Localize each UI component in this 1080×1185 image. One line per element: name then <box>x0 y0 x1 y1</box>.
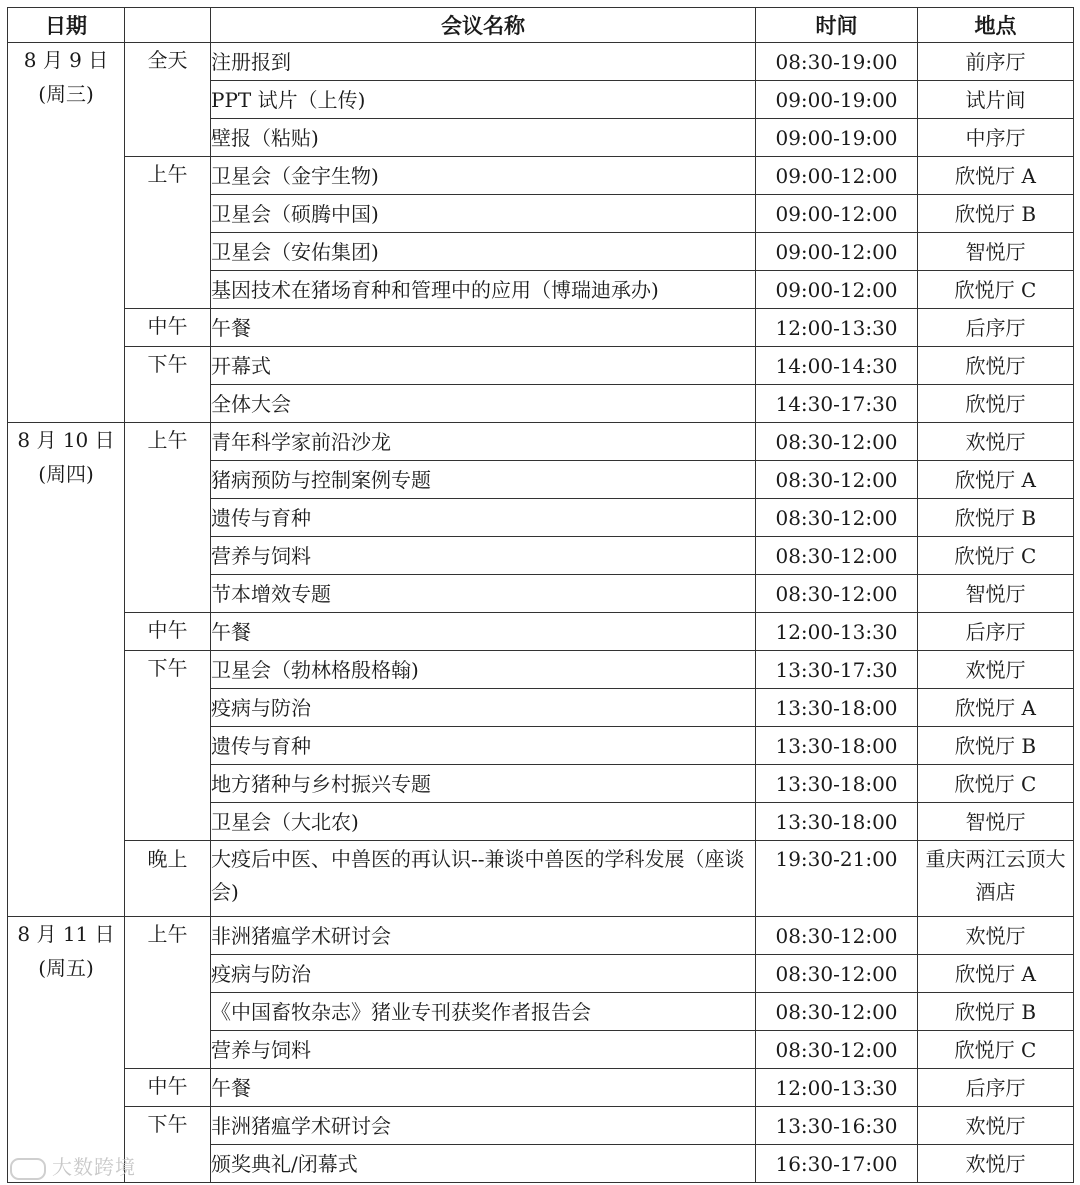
weekday-label: (周三) <box>38 82 94 106</box>
session-venue-cell: 重庆两江云顶大酒店 <box>918 841 1074 917</box>
session-name-cell: 大疫后中医、中兽医的再认识--兼谈中兽医的学科发展（座谈会) <box>211 841 756 917</box>
session-time-cell: 09:00-12:00 <box>756 195 918 233</box>
session-time-cell: 09:00-12:00 <box>756 157 918 195</box>
session-venue-cell: 欢悦厅 <box>918 423 1074 461</box>
session-name-cell: 卫星会（勃林格殷格翰) <box>211 651 756 689</box>
session-name-cell: 《中国畜牧杂志》猪业专刊获奖作者报告会 <box>211 993 756 1031</box>
session-venue-cell: 欣悦厅 A <box>918 955 1074 993</box>
session-time-cell: 08:30-12:00 <box>756 499 918 537</box>
table-row <box>8 917 1074 955</box>
session-name-cell: 颁奖典礼/闭幕式 <box>211 1145 756 1183</box>
session-venue-cell: 智悦厅 <box>918 803 1074 841</box>
session-venue-cell: 欣悦厅 B <box>918 727 1074 765</box>
watermark <box>10 1151 136 1180</box>
session-time-cell: 08:30-12:00 <box>756 423 918 461</box>
session-time-cell: 12:00-13:30 <box>756 613 918 651</box>
session-time-cell: 08:30-19:00 <box>756 43 918 81</box>
session-name-cell: 营养与饲料 <box>211 537 756 575</box>
session-time-cell: 12:00-13:30 <box>756 309 918 347</box>
period-cell: 下午 <box>125 347 211 423</box>
session-name-cell: 午餐 <box>211 1069 756 1107</box>
session-venue-cell: 欣悦厅 C <box>918 765 1074 803</box>
session-name-cell: 卫星会（安佑集团) <box>211 233 756 271</box>
session-name-cell: 开幕式 <box>211 347 756 385</box>
session-time-cell: 13:30-18:00 <box>756 689 918 727</box>
table-row <box>8 43 1074 81</box>
session-time-cell: 08:30-12:00 <box>756 461 918 499</box>
session-venue-cell: 后序厅 <box>918 613 1074 651</box>
session-time-cell: 09:00-19:00 <box>756 119 918 157</box>
session-venue-cell: 后序厅 <box>918 1069 1074 1107</box>
watermark-logo-icon <box>10 1158 46 1180</box>
session-venue-cell: 欣悦厅 A <box>918 157 1074 195</box>
header-name: 会议名称 <box>211 8 756 43</box>
session-time-cell: 13:30-18:00 <box>756 765 918 803</box>
date-label: 8 月 11 日 <box>17 922 115 946</box>
session-venue-cell: 欢悦厅 <box>918 1107 1074 1145</box>
session-name-cell: 非洲猪瘟学术研讨会 <box>211 1107 756 1145</box>
session-name-cell: 遗传与育种 <box>211 499 756 537</box>
table-row <box>8 309 1074 347</box>
period-cell: 上午 <box>125 157 211 309</box>
period-cell: 晚上 <box>125 841 211 917</box>
header-period <box>125 8 211 43</box>
date-cell <box>8 43 125 423</box>
date-cell <box>8 423 125 917</box>
session-venue-cell: 前序厅 <box>918 43 1074 81</box>
session-name-cell: 猪病预防与控制案例专题 <box>211 461 756 499</box>
table-row <box>8 157 1074 195</box>
session-time-cell: 19:30-21:00 <box>756 841 918 917</box>
watermark-text: 大数跨境 <box>52 1155 136 1179</box>
header-date: 日期 <box>8 8 125 43</box>
session-name-cell: 营养与饲料 <box>211 1031 756 1069</box>
session-time-cell: 13:30-18:00 <box>756 727 918 765</box>
session-name-cell: 疫病与防治 <box>211 955 756 993</box>
session-name-cell: 全体大会 <box>211 385 756 423</box>
session-time-cell: 08:30-12:00 <box>756 917 918 955</box>
session-time-cell: 08:30-12:00 <box>756 1031 918 1069</box>
table-row <box>8 841 1074 917</box>
session-name-cell: 午餐 <box>211 613 756 651</box>
session-venue-cell: 欣悦厅 <box>918 347 1074 385</box>
session-venue-cell: 欣悦厅 <box>918 385 1074 423</box>
session-name-cell: 非洲猪瘟学术研讨会 <box>211 917 756 955</box>
session-name-cell: 节本增效专题 <box>211 575 756 613</box>
session-venue-cell: 欣悦厅 C <box>918 1031 1074 1069</box>
session-time-cell: 13:30-18:00 <box>756 803 918 841</box>
period-cell: 中午 <box>125 613 211 651</box>
session-time-cell: 14:30-17:30 <box>756 385 918 423</box>
weekday-label: (周四) <box>38 462 94 486</box>
period-cell: 上午 <box>125 917 211 1069</box>
session-venue-cell: 后序厅 <box>918 309 1074 347</box>
session-name-cell: 遗传与育种 <box>211 727 756 765</box>
session-name-cell: 地方猪种与乡村振兴专题 <box>211 765 756 803</box>
period-cell: 下午 <box>125 1107 211 1183</box>
session-time-cell: 08:30-12:00 <box>756 575 918 613</box>
session-venue-cell: 欣悦厅 B <box>918 195 1074 233</box>
session-time-cell: 08:30-12:00 <box>756 537 918 575</box>
session-name-cell: 基因技术在猪场育种和管理中的应用（博瑞迪承办) <box>211 271 756 309</box>
session-venue-cell: 欣悦厅 A <box>918 461 1074 499</box>
period-cell: 下午 <box>125 651 211 841</box>
session-venue-cell: 智悦厅 <box>918 575 1074 613</box>
session-time-cell: 09:00-19:00 <box>756 81 918 119</box>
schedule-body <box>8 43 1074 1183</box>
session-name-cell: 青年科学家前沿沙龙 <box>211 423 756 461</box>
period-cell: 全天 <box>125 43 211 157</box>
session-time-cell: 14:00-14:30 <box>756 347 918 385</box>
session-name-cell: 疫病与防治 <box>211 689 756 727</box>
date-label: 8 月 10 日 <box>17 428 115 452</box>
date-label: 8 月 9 日 <box>23 48 109 72</box>
header-time: 时间 <box>756 8 918 43</box>
session-time-cell: 16:30-17:00 <box>756 1145 918 1183</box>
table-row <box>8 423 1074 461</box>
session-time-cell: 13:30-17:30 <box>756 651 918 689</box>
session-name-cell: 卫星会（大北农) <box>211 803 756 841</box>
session-name-cell: 卫星会（金宇生物) <box>211 157 756 195</box>
session-time-cell: 13:30-16:30 <box>756 1107 918 1145</box>
session-name-cell: 午餐 <box>211 309 756 347</box>
session-time-cell: 08:30-12:00 <box>756 993 918 1031</box>
session-venue-cell: 欣悦厅 A <box>918 689 1074 727</box>
schedule-table <box>7 7 1074 1183</box>
session-venue-cell: 欣悦厅 B <box>918 499 1074 537</box>
session-venue-cell: 欣悦厅 B <box>918 993 1074 1031</box>
weekday-label: (周五) <box>38 956 94 980</box>
header-venue: 地点 <box>918 8 1074 43</box>
session-name-cell: PPT 试片（上传) <box>211 81 756 119</box>
session-name-cell: 注册报到 <box>211 43 756 81</box>
session-time-cell: 09:00-12:00 <box>756 271 918 309</box>
period-cell: 中午 <box>125 309 211 347</box>
session-name-cell: 卫星会（硕腾中国) <box>211 195 756 233</box>
session-venue-cell: 欣悦厅 C <box>918 537 1074 575</box>
session-venue-cell: 欢悦厅 <box>918 917 1074 955</box>
session-time-cell: 12:00-13:30 <box>756 1069 918 1107</box>
table-row <box>8 651 1074 689</box>
table-row <box>8 1069 1074 1107</box>
date-cell <box>8 917 125 1183</box>
header-row <box>8 8 1074 43</box>
session-time-cell: 09:00-12:00 <box>756 233 918 271</box>
session-venue-cell: 中序厅 <box>918 119 1074 157</box>
period-cell: 中午 <box>125 1069 211 1107</box>
table-row <box>8 347 1074 385</box>
period-cell: 上午 <box>125 423 211 613</box>
session-time-cell: 08:30-12:00 <box>756 955 918 993</box>
table-row <box>8 1107 1074 1145</box>
session-venue-cell: 试片间 <box>918 81 1074 119</box>
session-venue-cell: 欢悦厅 <box>918 651 1074 689</box>
session-venue-cell: 智悦厅 <box>918 233 1074 271</box>
session-name-cell: 壁报（粘贴) <box>211 119 756 157</box>
session-venue-cell: 欣悦厅 C <box>918 271 1074 309</box>
session-venue-cell: 欢悦厅 <box>918 1145 1074 1183</box>
table-row <box>8 613 1074 651</box>
